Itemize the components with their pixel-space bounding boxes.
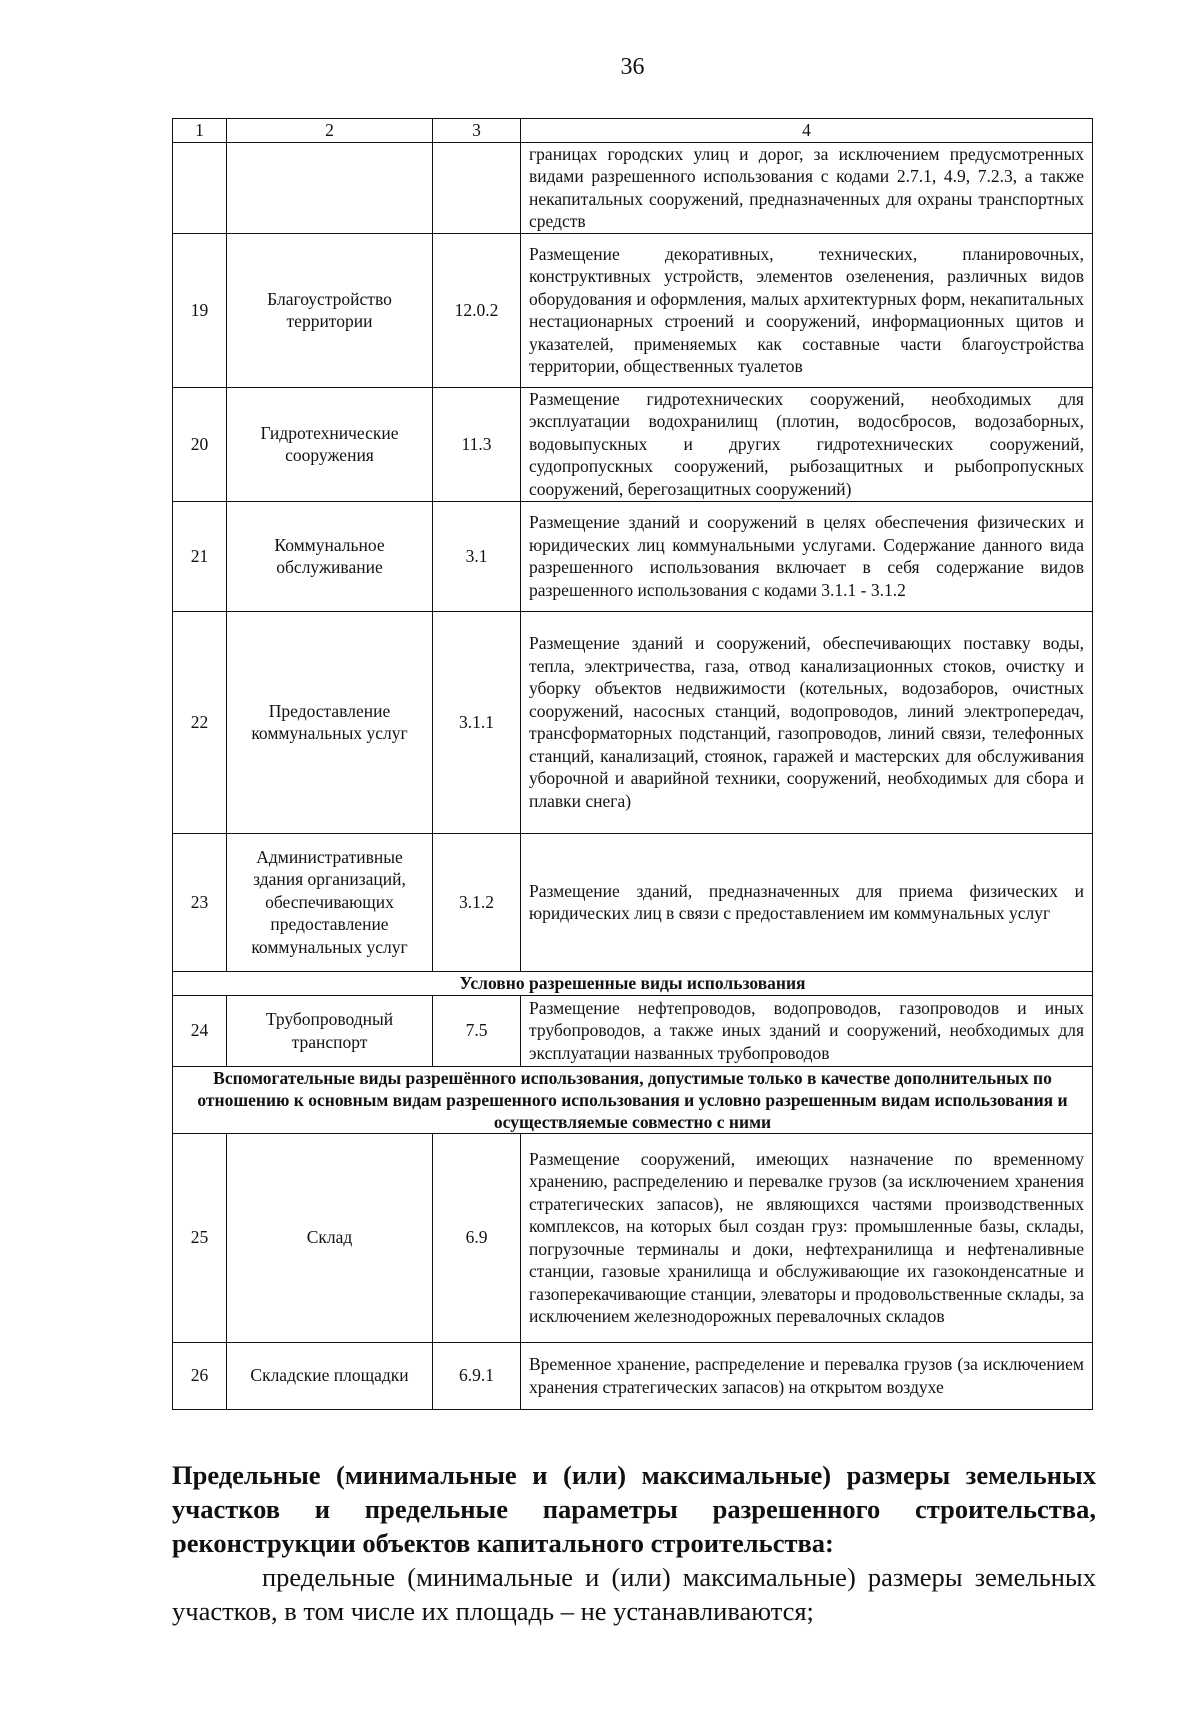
permitted-use-table xyxy=(172,118,1093,1410)
cell-code: 6.9.1 xyxy=(433,1342,521,1409)
table-row-continuation xyxy=(173,142,1093,233)
cell-num: 19 xyxy=(173,233,227,387)
table-row xyxy=(173,501,1093,611)
table-row xyxy=(173,233,1093,387)
cell-desc: Размещение сооружений, имеющих назначение по временному хранению, распределению и перевалке грузов (за исключением хранения стратегических запасов), не являющихся частями производственных комплексов, на которых был создан груз: промышленные базы, склады, погрузочные терминалы и доки, нефтехранилища и нефтеналивные станции, газовые хранилища и обслуживающие их газоконденсатные и газоперекачивающие станции, элеваторы и продовольственные склады, за исключением железнодорожных перевалочных складов xyxy=(521,1133,1093,1342)
table-row xyxy=(173,995,1093,1066)
cell-desc: Размещение нефтепроводов, водопроводов, газопроводов и иных трубопроводов, а также иных зданий и сооружений, необходимых для эксплуатации названных трубопроводов xyxy=(521,995,1093,1066)
col-header-1: 1 xyxy=(173,119,227,143)
cell-code: 6.9 xyxy=(433,1133,521,1342)
section-row-auxiliary xyxy=(173,1066,1093,1133)
cell-code: 3.1.2 xyxy=(433,833,521,971)
cell-code xyxy=(433,142,521,233)
page-number: 36 xyxy=(620,54,645,80)
cell-num: 23 xyxy=(173,833,227,971)
cell-num xyxy=(173,142,227,233)
table-header-row xyxy=(173,119,1093,143)
cell-num: 25 xyxy=(173,1133,227,1342)
cell-name: Трубопроводный транспорт xyxy=(227,995,433,1066)
cell-code: 12.0.2 xyxy=(433,233,521,387)
cell-code: 11.3 xyxy=(433,387,521,501)
section-row-conditional-text: Условно разрешенные виды использования xyxy=(173,971,1093,995)
col-header-3: 3 xyxy=(433,119,521,143)
table-row xyxy=(173,833,1093,971)
cell-desc: Размещение зданий и сооружений в целях обеспечения физических и юридических лиц коммунальными услугами. Содержание данного вида разрешенного использования включает в себя содержание видов разрешенного использования с кодами 3.1.1 - 3.1.2 xyxy=(521,501,1093,611)
cell-name: Складские площадки xyxy=(227,1342,433,1409)
cell-name xyxy=(227,142,433,233)
table-row xyxy=(173,611,1093,833)
cell-desc: границах городских улиц и дорог, за исключением предусмотренных видами разрешенного использования с кодами 2.7.1, 4.9, 7.2.3, а также некапитальных сооружений, предназначенных для охраны транспортных средств xyxy=(521,142,1093,233)
section-row-auxiliary-text: Вспомогательные виды разрешённого использования, допустимые только в качестве дополнительных по отношению к основным видам разрешенного использования и условно разрешенным видам использования и осуществляемые совместно с ними xyxy=(173,1066,1093,1133)
cell-name: Административные здания организаций, обеспечивающих предоставление коммунальных услуг xyxy=(227,833,433,971)
col-header-2: 2 xyxy=(227,119,433,143)
cell-name: Предоставление коммунальных услуг xyxy=(227,611,433,833)
cell-code: 3.1.1 xyxy=(433,611,521,833)
cell-name: Склад xyxy=(227,1133,433,1342)
cell-num: 24 xyxy=(173,995,227,1066)
cell-num: 26 xyxy=(173,1342,227,1409)
table-row xyxy=(173,1133,1093,1342)
cell-desc: Размещение зданий, предназначенных для приема физических и юридических лиц в связи с предоставлением им коммунальных услуг xyxy=(521,833,1093,971)
cell-code: 7.5 xyxy=(433,995,521,1066)
cell-name: Благоустройство территории xyxy=(227,233,433,387)
cell-num: 22 xyxy=(173,611,227,833)
col-header-4: 4 xyxy=(521,119,1093,143)
body-paragraph: предельные (минимальные и (или) максимальные) размеры земельных участков, в том числе их площадь – не устанавливаются; xyxy=(172,1562,1096,1626)
cell-name: Гидротехнические сооружения xyxy=(227,387,433,501)
section-row-conditional xyxy=(173,971,1093,995)
table-row xyxy=(173,1342,1093,1409)
section-heading: Предельные (минимальные и (или) максимальные) размеры земельных участков и предельные параметры разрешенного строительства, реконструкции объектов капитального строительства: xyxy=(172,1460,1096,1558)
cell-num: 21 xyxy=(173,501,227,611)
cell-desc: Размещение гидротехнических сооружений, необходимых для эксплуатации водохранилищ (плотин, водосбросов, водозаборных, водовыпускных и других гидротехнических сооружений, судопропускных сооружений, рыбозащитных и рыбопропускных сооружений, берегозащитных сооружений) xyxy=(521,387,1093,501)
cell-desc: Временное хранение, распределение и перевалка грузов (за исключением хранения стратегических запасов) на открытом воздухе xyxy=(521,1342,1093,1409)
table-row xyxy=(173,387,1093,501)
cell-num: 20 xyxy=(173,387,227,501)
cell-desc: Размещение декоративных, технических, планировочных, конструктивных устройств, элементов озеленения, различных видов оборудования и оформления, малых архитектурных форм, некапитальных нестационарных строений и сооружений, информационных щитов и указателей, применяемых как составные части благоустройства территории, общественных туалетов xyxy=(521,233,1093,387)
cell-name: Коммунальное обслуживание xyxy=(227,501,433,611)
cell-desc: Размещение зданий и сооружений, обеспечивающих поставку воды, тепла, электричества, газа, отвод канализационных стоков, очистку и уборку объектов недвижимости (котельных, водозаборов, очистных сооружений, насосных станций, водопроводов, линий электропередач, трансформаторных подстанций, газопроводов, линий связи, телефонных станций, канализаций, стоянок, гаражей и мастерских для обслуживания уборочной и аварийной техники, сооружений, необходимых для сбора и плавки снега) xyxy=(521,611,1093,833)
cell-code: 3.1 xyxy=(433,501,521,611)
